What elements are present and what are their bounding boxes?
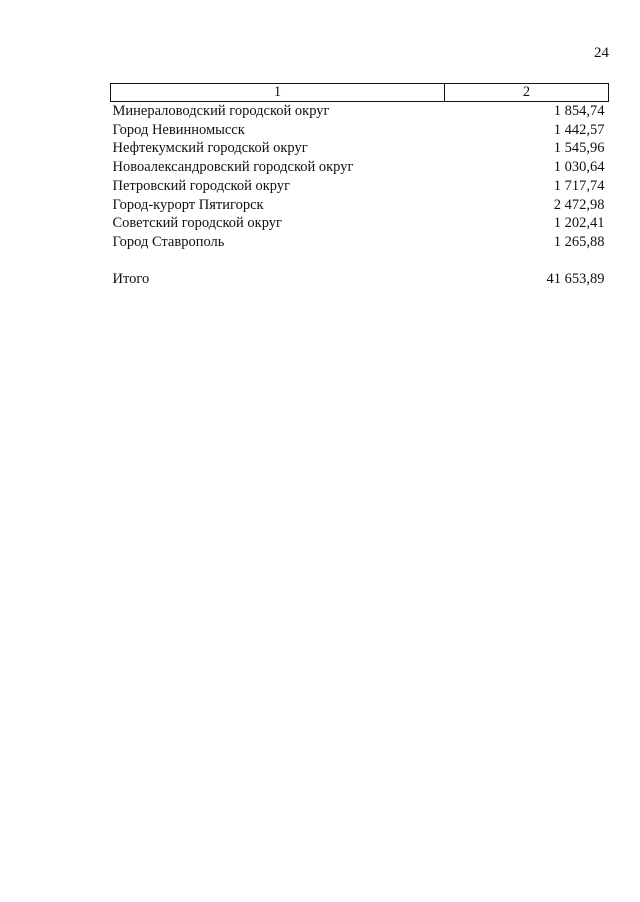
row-name: Город Ставрополь (112, 233, 225, 250)
row-value: 1 265,88 (553, 233, 605, 250)
row-value: 1 854,74 (553, 103, 605, 119)
row-name: Советский городской округ (112, 215, 282, 232)
row-name: Новоалександровский городской округ (112, 159, 354, 176)
allocation-table (110, 83, 609, 289)
table-row (111, 233, 609, 252)
row-value: 1 545,96 (553, 140, 605, 157)
total-row (111, 270, 609, 289)
table-row (111, 196, 609, 215)
row-value: 1 717,74 (553, 177, 605, 194)
table-row (111, 121, 609, 140)
table-row (111, 214, 609, 233)
table-header-row (111, 84, 609, 102)
spacer-row (111, 252, 609, 271)
spacer-cell (111, 252, 445, 271)
row-name: Минераловодский городской округ (112, 103, 330, 119)
table-row (111, 139, 609, 158)
table-row (111, 177, 609, 196)
row-value: 1 030,64 (553, 159, 605, 176)
column-header-1: 1 (111, 84, 445, 102)
total-value: 41 653,89 (546, 271, 605, 288)
row-value: 1 202,41 (553, 215, 605, 232)
spacer-cell (445, 252, 609, 271)
column-header-2: 2 (445, 84, 609, 102)
table-row (111, 158, 609, 177)
row-name: Город Невинномысск (112, 121, 245, 138)
table-row (111, 102, 609, 121)
page-number: 24 (594, 45, 609, 61)
row-value: 2 472,98 (553, 196, 605, 213)
row-name: Петровский городской округ (112, 177, 291, 194)
row-value: 1 442,57 (553, 121, 605, 138)
row-name: Нефтекумский городской округ (112, 140, 308, 157)
total-label: Итого (112, 271, 150, 288)
row-name: Город-курорт Пятигорск (112, 196, 264, 213)
